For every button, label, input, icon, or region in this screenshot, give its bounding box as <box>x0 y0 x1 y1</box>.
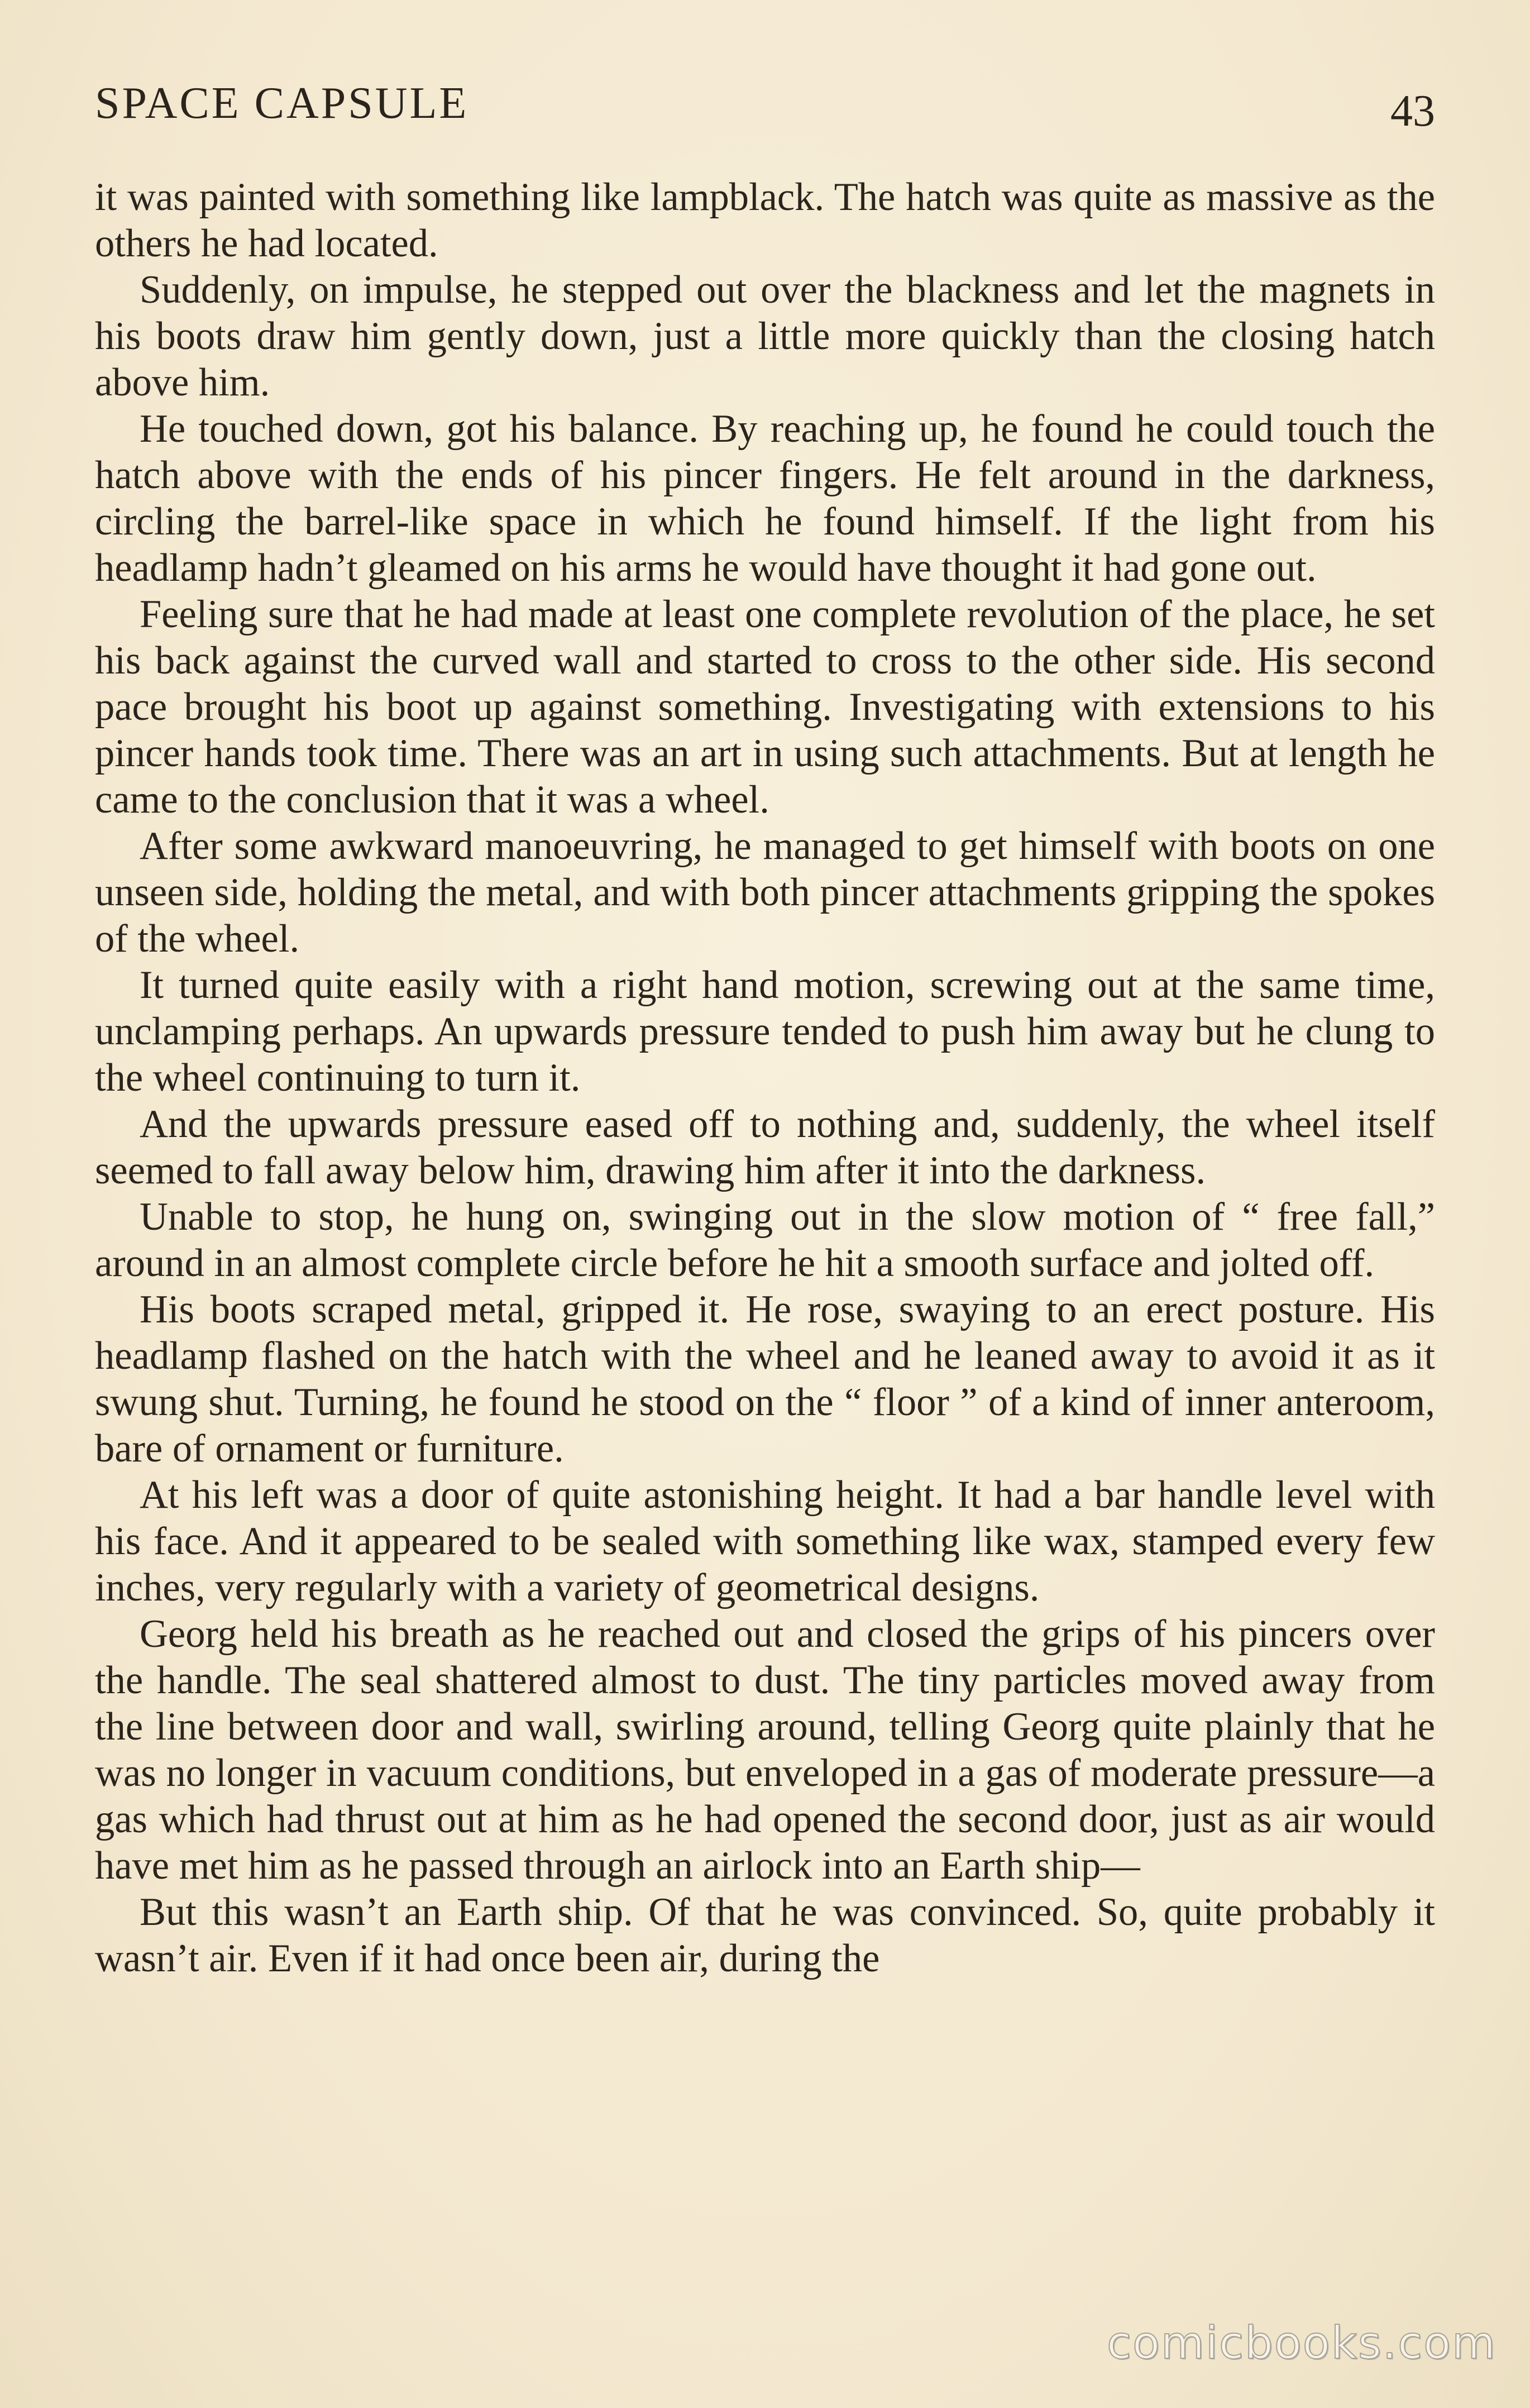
body-text <box>95 174 1435 1982</box>
paragraph: Georg held his breath as he reached out and closed the grips of his pincers over the handle. The seal shattered almost to dust. The tiny particles moved away from the line between door and wall, swirling around, telling Georg quite plainly that he was no longer in vacuum conditions, but enveloped in a gas of moderate pressure—a gas which had thrust out at him as he had opened the second door, just as air would have met him as he passed through an airlock into an Earth ship— <box>95 1612 1435 1888</box>
paragraph: But this wasn’t an Earth ship. Of that he was convinced. So, quite probably it wasn’t air. Even if it had once been air, during the <box>95 1890 1435 1980</box>
paragraph: He touched down, got his balance. By reaching up, he found he could touch the hatch above with the ends of his pincer fingers. He felt around in the darkness, circling the barrel-like space in which he found himself. If the light from his headlamp hadn’t gleamed on his arms he would have thought it had gone out. <box>95 407 1435 590</box>
paragraph: Suddenly, on impulse, he stepped out over the blackness and let the magnets in his boots draw him gently down, just a little more quickly than the closing hatch above him. <box>95 268 1435 404</box>
running-head <box>95 78 1435 140</box>
paragraph: Feeling sure that he had made at least one complete revolution of the place, he set his back against the curved wall and started to cross to the other side. His second pace brought his boot up against something. Investigating with extensions to his pincer hands took time. There was an art in using such attachments. But at length he came to the conclusion that it was a wheel. <box>95 593 1435 821</box>
paragraph: At his left was a door of quite astonishing height. It had a bar handle level with his face. And it appeared to be sealed with something like wax, stamped every few inches, very regularly with a variety of geometrical designs. <box>95 1473 1435 1609</box>
running-title: SPACE CAPSULE <box>95 79 469 128</box>
watermark: comicbooks.com <box>1106 2317 1496 2369</box>
paragraph: Unable to stop, he hung on, swinging out in the slow motion of “ free fall,” around in an almost complete circle before he hit a smooth surface and jolted off. <box>95 1195 1435 1285</box>
paragraph: His boots scraped metal, gripped it. He rose, swaying to an erect posture. His headlamp flashed on the hatch with the wheel and he leaned away to avoid it as it swung shut. Turning, he found he stood on the “ floor ” of a kind of inner anteroom, bare of ornament or furniture. <box>95 1288 1435 1470</box>
page-number: 43 <box>1390 87 1435 136</box>
paragraph: It turned quite easily with a right hand motion, screwing out at the same time, unclamping perhaps. An upwards pressure tended to push him away but he clung to the wheel continuing to turn it. <box>95 963 1435 1100</box>
paragraph: it was painted with something like lampblack. The hatch was quite as massive as the others he had located. <box>95 175 1435 265</box>
paragraph: And the upwards pressure eased off to nothing and, suddenly, the wheel itself seemed to fall away below him, drawing him after it into the darkness. <box>95 1102 1435 1192</box>
paragraph: After some awkward manoeuvring, he managed to get himself with boots on one unseen side, holding the metal, and with both pincer attachments gripping the spokes of the wheel. <box>95 824 1435 961</box>
